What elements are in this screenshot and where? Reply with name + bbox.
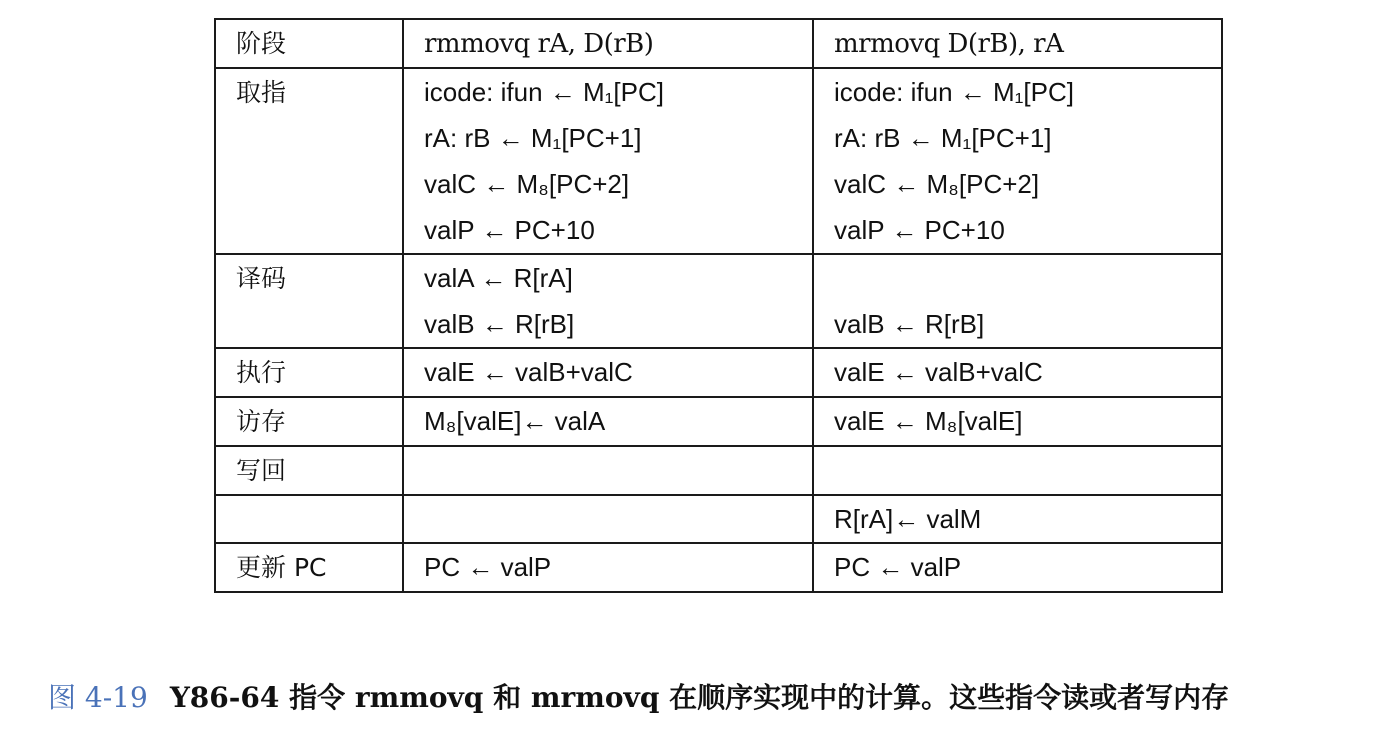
header-rmmovq: rmmovq rA, D(rB) [403,19,813,68]
decode-mrmovq-line: valB ← R[rB] [834,309,985,339]
fetch-mrmovq-line: icode: ifun ← M₁[PC] [834,77,1074,107]
decode-mrmovq [813,254,1222,348]
table-row-fetch [215,68,1222,254]
stage-pc-update: 更新 PC [215,543,403,592]
writeback-mrmovq [813,446,1222,495]
memory-mrmovq: valE ← M₈[valE] [813,397,1222,446]
table-row-memory [215,397,1222,446]
writeback-rmmovq [403,446,813,495]
stage-memory: 访存 [215,397,403,446]
decode-rmmovq-line: valA ← R[rA] [424,263,573,293]
fetch-rmmovq-line: rA: rB ← M₁[PC+1] [424,123,642,153]
fetch-mrmovq-line: rA: rB ← M₁[PC+1] [834,123,1052,153]
memory-rmmovq: M₈[valE]← valA [403,397,813,446]
fetch-mrmovq-line: valC ← M₈[PC+2] [834,169,1040,199]
execute-rmmovq: valE ← valB+valC [403,348,813,397]
table-header-row [215,19,1222,68]
header-mrmovq: mrmovq D(rB), rA [813,19,1222,68]
stage-execute: 执行 [215,348,403,397]
stage-decode: 译码 [215,254,403,348]
figure-caption-text: Y86-64 指令 rmmovq 和 mrmovq 在顺序实现中的计算。这些指令读或者写内存 [169,681,1230,714]
table-row-writeback-2 [215,495,1222,543]
fetch-mrmovq [813,68,1222,254]
fetch-rmmovq-line: valP ← PC+10 [424,215,595,245]
table-row-decode [215,254,1222,348]
table-row-writeback [215,446,1222,495]
pc-update-rmmovq: PC ← valP [403,543,813,592]
decode-rmmovq-line: valB ← R[rB] [424,309,575,339]
fetch-rmmovq-line: icode: ifun ← M₁[PC] [424,77,664,107]
stage-writeback: 写回 [215,446,403,495]
table-row-pc-update [215,543,1222,592]
stage-fetch: 取指 [215,68,403,254]
fetch-rmmovq-line: valC ← M₈[PC+2] [424,169,630,199]
pc-update-mrmovq: PC ← valP [813,543,1222,592]
decode-rmmovq [403,254,813,348]
fetch-rmmovq [403,68,813,254]
writeback-2-mrmovq: R[rA]← valM [813,495,1222,543]
table-row-execute [215,348,1222,397]
figure-caption [48,676,1229,716]
writeback-2-rmmovq [403,495,813,543]
figure-label: 图 4-19 [48,681,148,714]
computation-table [214,18,1223,593]
execute-mrmovq: valE ← valB+valC [813,348,1222,397]
header-stage: 阶段 [215,19,403,68]
fetch-mrmovq-line: valP ← PC+10 [834,215,1005,245]
stage-writeback-2 [215,495,403,543]
decode-mrmovq-line [834,255,1221,301]
